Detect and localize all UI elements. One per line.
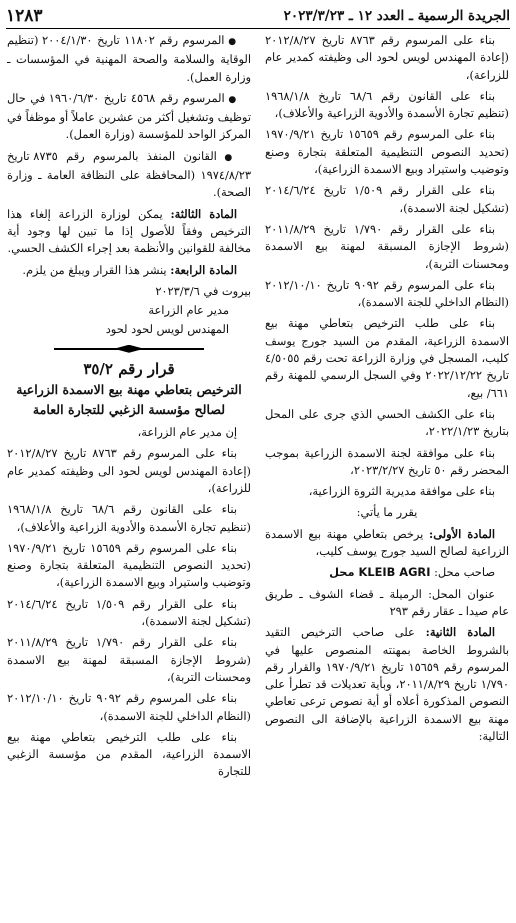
bullet-item: ● المرسوم رقم ١١٨٠٢ تاريخ ٢٠٠٤/١/٣٠ (تنظيم الوقاية والسلامة والصحة المهنية في المؤسسات ـ وزارة العمل). <box>7 32 251 86</box>
gazette-title: الجريدة الرسمية ـ العدد ١٢ ـ ٢٠٢٣/٣/٢٣ <box>283 8 510 24</box>
article-3-label: المادة الثالثة: <box>170 206 237 221</box>
preamble-paragraph: بناء على القرار رقم ١/٧٩٠ تاريخ ٢٠١١/٨/٢٩ (شروط الإجازة المسبقة لمهنة بيع الاسمدة ومحسنات التربة)، <box>265 221 509 271</box>
article-1-label: المادة الأولى: <box>428 526 496 541</box>
bullet-item: ● القانون المنفذ بالمرسوم رقم ٨٧٣٥ تاريخ ١٩٧٤/٨/٢٣ (المحافظة على النظافة العامة ـ وزارة الصحة). <box>7 148 251 202</box>
shop-address: عنوان المحل: الرميلة ـ قضاء الشوف ـ طريق عام صيدا ـ عقار رقم ٢٩٣ <box>265 586 509 618</box>
shop-owner-line <box>265 564 509 581</box>
preamble-paragraph: بناء على المرسوم رقم ٩٠٩٢ تاريخ ٢٠١٢/١٠/١٠ (النظام الداخلي للجنة الاسمدة)، <box>7 691 251 723</box>
preamble-paragraph: بناء على المرسوم رقم ٨٧٦٣ تاريخ ٢٠١٢/٨/٢٧ (إعادة المهندس لويس لحود الى وظيفته كمدير عام للزراعة)، <box>265 33 509 82</box>
article-4 <box>7 262 251 279</box>
preamble-paragraph: بناء على طلب الترخيص بتعاطي مهنة بيع الاسمدة الزراعية، المقدم من السيد جورج يوسف كليب، المسجل في وزارة الزراعة تحت رقم ٤/٥٠٥٥ تاريخ ٢٠٢٢/١٢/٢٢ وفي السجل الرسمي للمهنة رقم ٦٦١/ بيع، <box>265 316 509 400</box>
article-2 <box>265 624 509 745</box>
preamble-paragraph: بناء على القرار رقم ١/٥٠٩ تاريخ ٢٠١٤/٦/٢٤ (تشكيل لجنة الاسمدة)، <box>265 183 509 215</box>
preamble-paragraph: بناء على موافقة مديرية الثروة الزراعية، <box>308 484 495 499</box>
signature-role: مدير عام الزراعة <box>148 303 229 318</box>
article-2-text: على صاحب الترخيص التقيد بالشروط الخاصة بمهنته المنصوص عليها في المرسوم رقم ١٥٦٥٩ تاريخ ١٩٧٠/٩/٢١ والقرار رقم ١/٧٩٠ تاريخ ٢٠١١/٨/٢٩، وبأية تعديلات قد تطرأ على النصوص المذكورة أعلاه أو أية نصوص ترعى تعاطي مهنة بيع الاسمدة الزراعية بالإضافة الى النصوص التالية: <box>265 625 509 743</box>
decree-title: الترخيص بتعاطي مهنة بيع الاسمدة الزراعية لصالح مؤسسة الزغبي للتجارة العامة <box>16 382 242 418</box>
preamble-paragraph: بناء على الكشف الحسي الذي جرى على المحل بتاريخ ٢٠٢٢/١/٢٣، <box>265 406 509 439</box>
article-4-label: المادة الرابعة: <box>170 262 237 277</box>
article-2-label: المادة الثانية: <box>425 625 495 640</box>
bullet-item: ● المرسوم رقم ٤٥٦٨ تاريخ ١٩٦٠/٦/٣٠ في حال توظيف وتشغيل أكثر من عشرين عاملاً أو موظفاً في المركز الواحد للمؤسسة (وزارة العمل). <box>7 90 251 144</box>
right-column <box>265 32 509 920</box>
article-3 <box>7 206 251 258</box>
preamble-paragraph: بناء على المرسوم رقم ١٥٦٥٩ تاريخ ١٩٧٠/٩/٢١ (تحديد النصوص التنظيمية المتعلقة بتجارة وصنع وتوضيب واستيراد وبيع الاسمدة الزراعية)، <box>265 127 509 177</box>
signature-place-date: بيروت في ٢٠٢٣/٣/٦ <box>155 283 251 298</box>
preamble-paragraph: بناء على المرسوم رقم ١٥٦٥٩ تاريخ ١٩٧٠/٩/٢١ (تحديد النصوص التنظيمية المتعلقة بتجارة وصنع وتوضيب واستيراد وبيع الاسمدة الزراعية)، <box>7 540 251 590</box>
preamble-paragraph: بناء على القانون رقم ٦٨/٦ تاريخ ١٩٦٨/١/٨ (تنظيم تجارة الأسمدة والأدوية الزراعية والأعلاف)، <box>7 502 251 534</box>
decree-number: قرار رقم ٣٥/٢ <box>83 359 175 378</box>
article-1-text: يرخص بتعاطي مهنة بيع الاسمدة الزراعية لصالح السيد جورج يوسف كليب، <box>265 526 509 559</box>
left-column <box>7 32 251 920</box>
preamble-paragraph: بناء على المرسوم رقم ٨٧٦٣ تاريخ ٢٠١٢/٨/٢٧ (إعادة المهندس لويس لحود الى وظيفته كمدير عام للزراعة)، <box>7 446 251 495</box>
preamble-paragraph: بناء على المرسوم رقم ٩٠٩٢ تاريخ ٢٠١٢/١٠/١٠ (النظام الداخلي للجنة الاسمدة)، <box>265 277 509 310</box>
article-3-text: يمكن لوزارة الزراعة إلغاء هذا الترخيص وفقاً للأصول إذا ما تبين لها وجود أية مخالفة للقوانين والأنظمة بعد إجراء الكشف الحسي. <box>7 206 251 256</box>
preamble-paragraph: بناء على القرار رقم ١/٧٩٠ تاريخ ٢٠١١/٨/٢٩ (شروط الإجازة المسبقة لمهنة بيع الاسمدة ومحسنات التربة)، <box>7 635 251 684</box>
preamble-paragraph: بناء على القانون رقم ٦٨/٦ تاريخ ١٩٦٨/١/٨ (تنظيم تجارة الأسمدة والأدوية الزراعية والأعلاف)، <box>265 88 509 121</box>
page-number: ١٢٨٣ <box>6 6 43 26</box>
opening-line: إن مدير عام الزراعة، <box>137 425 237 440</box>
preamble-paragraph: بناء على طلب الترخيص بتعاطي مهنة بيع الاسمدة الزراعية، المقدم من مؤسسة الزغبي للتجارة <box>7 729 251 779</box>
shop-name: محل KLEIB AGRI <box>329 565 431 580</box>
decides-line: يقرر ما يأتي: <box>356 505 418 520</box>
preamble-paragraph: بناء على موافقة لجنة الاسمدة الزراعية بموجب المحضر رقم ٥٠ تاريخ ٢٠٢٣/٢/٢٧، <box>265 445 509 477</box>
section-divider <box>54 345 204 353</box>
article-4-text: ينشر هذا القرار ويبلغ من يلزم. <box>22 262 167 277</box>
page-header <box>6 4 510 29</box>
decree-heading <box>7 361 251 420</box>
shop-label: صاحب محل: <box>434 565 495 580</box>
article-1 <box>265 526 509 561</box>
signature-name: المهندس لويس لحود لحود <box>105 322 229 337</box>
preamble-paragraph: بناء على القرار رقم ١/٥٠٩ تاريخ ٢٠١٤/٦/٢٤ (تشكيل لجنة الاسمدة)، <box>7 596 251 629</box>
